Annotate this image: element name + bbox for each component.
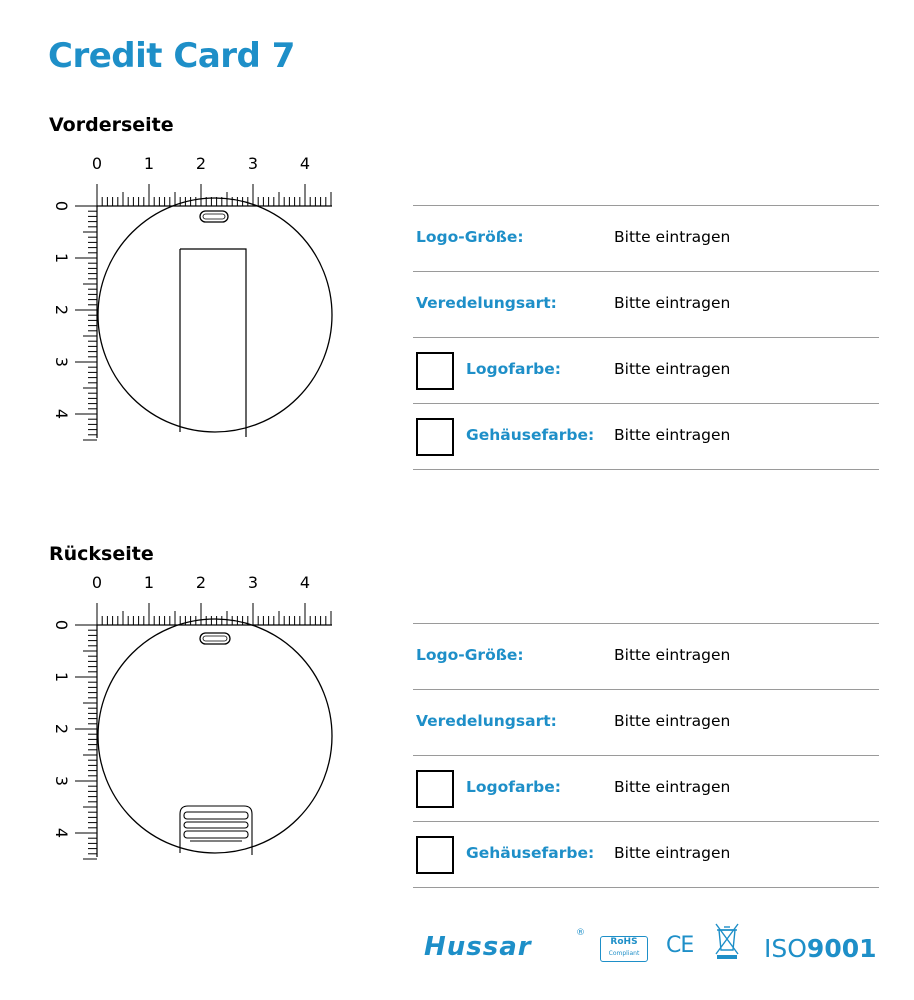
spec-label: Gehäusefarbe: bbox=[466, 426, 595, 444]
ruler-top-label: 4 bbox=[299, 154, 311, 173]
back-heading: Rückseite bbox=[49, 543, 154, 565]
spec-row bbox=[413, 623, 879, 689]
spec-value-field[interactable]: Bitte eintragen bbox=[614, 360, 731, 378]
ruler-top-label: 2 bbox=[195, 573, 207, 592]
ruler-left-label: 4 bbox=[52, 827, 71, 839]
page-title: Credit Card 7 bbox=[48, 36, 295, 76]
spec-label: Logofarbe: bbox=[466, 778, 561, 796]
front-heading: Vorderseite bbox=[49, 114, 174, 136]
spec-label: Logo-Größe: bbox=[416, 646, 524, 664]
spec-row bbox=[413, 821, 879, 888]
ruler-left-label: 1 bbox=[52, 671, 71, 683]
spec-value-field[interactable]: Bitte eintragen bbox=[614, 426, 731, 444]
registered-mark: ® bbox=[576, 928, 585, 938]
front-card-drawing bbox=[40, 150, 340, 450]
back-ruler-left bbox=[52, 620, 97, 859]
ruler-top-label: 4 bbox=[299, 573, 311, 592]
spec-row bbox=[413, 271, 879, 337]
spec-label: Logo-Größe: bbox=[416, 228, 524, 246]
spec-value-field[interactable]: Bitte eintragen bbox=[614, 228, 731, 246]
spec-value-field[interactable]: Bitte eintragen bbox=[614, 844, 731, 862]
spec-row bbox=[413, 403, 879, 470]
spec-label: Logofarbe: bbox=[466, 360, 561, 378]
back-ruler-top bbox=[92, 573, 332, 625]
card-outline bbox=[98, 619, 332, 853]
back-diagram bbox=[40, 569, 340, 869]
ruler-left-label: 4 bbox=[52, 408, 71, 420]
spec-value-field[interactable]: Bitte eintragen bbox=[614, 294, 731, 312]
ruler-top-label: 3 bbox=[247, 573, 259, 592]
card-outline bbox=[98, 198, 332, 432]
lanyard-hole bbox=[200, 633, 230, 644]
spec-value-field[interactable]: Bitte eintragen bbox=[614, 778, 731, 796]
spec-value-field[interactable]: Bitte eintragen bbox=[614, 712, 731, 730]
ruler-top-label: 0 bbox=[91, 154, 103, 173]
ruler-left-label: 0 bbox=[52, 619, 71, 631]
spec-label: Veredelungsart: bbox=[416, 294, 557, 312]
spec-label: Gehäusefarbe: bbox=[466, 844, 595, 862]
spec-row bbox=[413, 755, 879, 821]
ruler-left-label: 3 bbox=[52, 356, 71, 368]
color-swatch-box[interactable] bbox=[416, 418, 454, 456]
spec-row bbox=[413, 337, 879, 403]
ruler-top-label: 0 bbox=[91, 573, 103, 592]
spec-label: Veredelungsart: bbox=[416, 712, 557, 730]
ruler-left-label: 1 bbox=[52, 252, 71, 264]
usb-slot-outline bbox=[180, 249, 246, 437]
front-ruler-left bbox=[52, 201, 97, 440]
back-spec-table bbox=[413, 623, 879, 888]
ruler-top-label: 3 bbox=[247, 154, 259, 173]
spec-row bbox=[413, 689, 879, 755]
color-swatch-box[interactable] bbox=[416, 352, 454, 390]
usb-connector-drawing bbox=[180, 806, 252, 855]
ruler-left-label: 2 bbox=[52, 304, 71, 316]
color-swatch-box[interactable] bbox=[416, 770, 454, 808]
ruler-left-label: 2 bbox=[52, 723, 71, 735]
certification-footer bbox=[424, 920, 877, 980]
ce-mark: CE bbox=[666, 933, 694, 958]
front-spec-table bbox=[413, 205, 879, 470]
ruler-left-label: 3 bbox=[52, 775, 71, 787]
ruler-top-label: 1 bbox=[143, 573, 155, 592]
back-card-drawing bbox=[40, 569, 340, 869]
hussar-logo: Hussar bbox=[424, 932, 532, 962]
spec-value-field[interactable]: Bitte eintragen bbox=[614, 646, 731, 664]
spec-row bbox=[413, 205, 879, 271]
weee-bin-icon bbox=[714, 922, 740, 960]
ruler-left-label: 0 bbox=[52, 200, 71, 212]
ruler-top-label: 1 bbox=[143, 154, 155, 173]
color-swatch-box[interactable] bbox=[416, 836, 454, 874]
lanyard-hole bbox=[200, 211, 228, 222]
ruler-top-label: 2 bbox=[195, 154, 207, 173]
iso-9001-mark: ISO9001 bbox=[764, 934, 877, 963]
rohs-badge: RoHS Compliant bbox=[600, 936, 648, 962]
front-diagram bbox=[40, 150, 340, 450]
